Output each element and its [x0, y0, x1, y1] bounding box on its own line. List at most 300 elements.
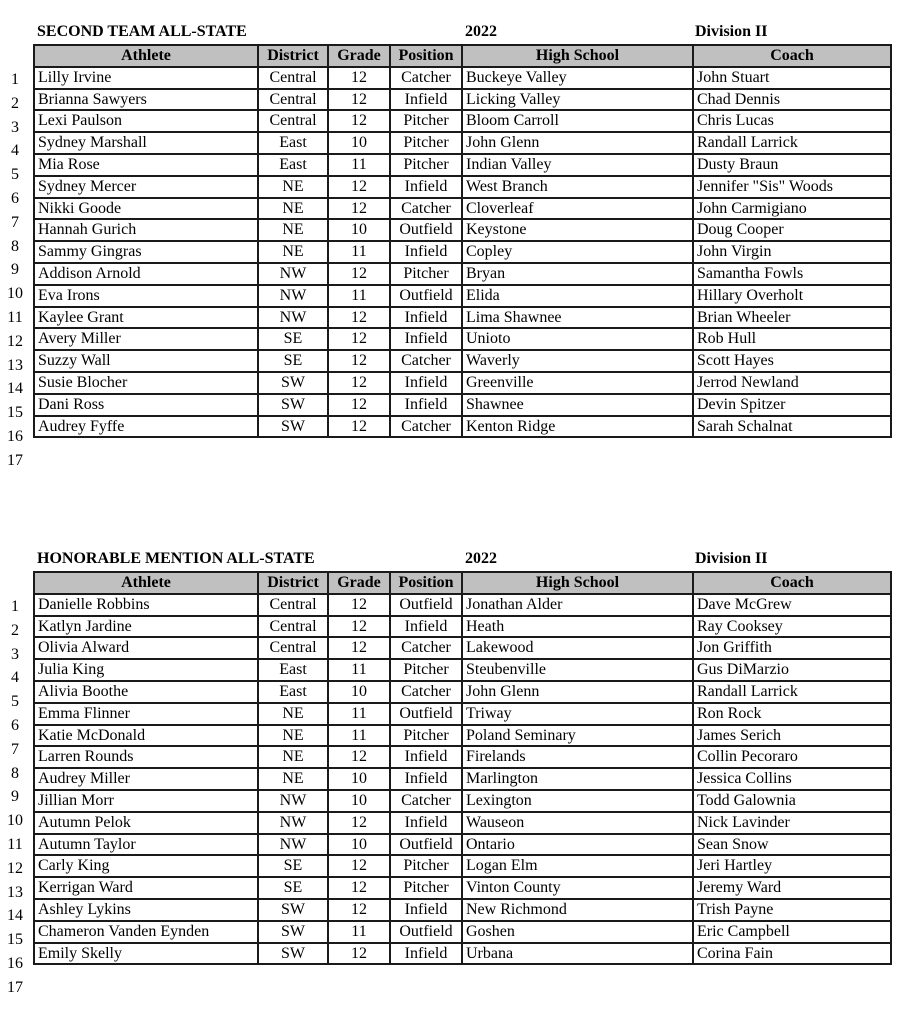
cell-athlete: Brianna Sawyers — [34, 89, 258, 111]
cell-high-school: Licking Valley — [462, 89, 693, 111]
cell-district: East — [258, 154, 328, 176]
cell-grade: 12 — [328, 746, 390, 768]
cell-position: Infield — [390, 943, 462, 965]
cell-grade: 12 — [328, 855, 390, 877]
row-number: 16 — [7, 427, 23, 445]
cell-athlete: Sydney Mercer — [34, 176, 258, 198]
cell-grade: 11 — [328, 285, 390, 307]
table-row — [34, 176, 891, 198]
table-row — [34, 394, 891, 416]
table-row — [34, 328, 891, 350]
cell-coach: Chris Lucas — [693, 110, 891, 132]
cell-high-school: New Richmond — [462, 899, 693, 921]
table-row — [34, 790, 891, 812]
cell-grade: 12 — [328, 328, 390, 350]
cell-grade: 11 — [328, 659, 390, 681]
cell-district: Central — [258, 89, 328, 111]
row-number: 5 — [11, 166, 19, 184]
row-number-column — [0, 595, 30, 1000]
row-number: 17 — [7, 978, 23, 996]
table-row — [34, 89, 891, 111]
cell-coach: Randall Larrick — [693, 132, 891, 154]
row-number: 16 — [7, 954, 23, 972]
table-row — [34, 943, 891, 965]
cell-grade: 12 — [328, 637, 390, 659]
header-athlete: Athlete — [34, 572, 258, 594]
cell-high-school: Logan Elm — [462, 855, 693, 877]
cell-athlete: Emma Flinner — [34, 703, 258, 725]
cell-athlete: Danielle Robbins — [34, 594, 258, 616]
cell-position: Infield — [390, 372, 462, 394]
table-row — [34, 637, 891, 659]
cell-athlete: Audrey Fyffe — [34, 416, 258, 438]
cell-district: East — [258, 659, 328, 681]
cell-coach: Jon Griffith — [693, 637, 891, 659]
row-number: 4 — [11, 669, 19, 687]
cell-high-school: Cloverleaf — [462, 198, 693, 220]
header-high-school: High School — [462, 45, 693, 67]
row-number: 11 — [7, 308, 23, 326]
cell-athlete: Carly King — [34, 855, 258, 877]
cell-athlete: Jillian Morr — [34, 790, 258, 812]
cell-athlete: Emily Skelly — [34, 943, 258, 965]
row-number: 13 — [7, 356, 23, 374]
cell-district: East — [258, 681, 328, 703]
cell-coach: Chad Dennis — [693, 89, 891, 111]
cell-grade: 12 — [328, 89, 390, 111]
second-team-table — [33, 44, 892, 438]
cell-grade: 11 — [328, 154, 390, 176]
row-number: 3 — [11, 118, 19, 136]
header-athlete: Athlete — [34, 45, 258, 67]
table-row — [34, 877, 891, 899]
cell-position: Infield — [390, 328, 462, 350]
row-number: 1 — [11, 71, 19, 88]
cell-athlete: Audrey Miller — [34, 768, 258, 790]
cell-grade: 10 — [328, 132, 390, 154]
cell-position: Infield — [390, 176, 462, 198]
cell-high-school: John Glenn — [462, 681, 693, 703]
table-row — [34, 659, 891, 681]
row-number-column — [0, 68, 30, 473]
cell-position: Outfield — [390, 219, 462, 241]
cell-athlete: Lexi Paulson — [34, 110, 258, 132]
row-number: 15 — [7, 931, 23, 949]
cell-coach: Todd Galownia — [693, 790, 891, 812]
cell-position: Catcher — [390, 416, 462, 438]
cell-grade: 10 — [328, 790, 390, 812]
row-number: 9 — [11, 788, 19, 806]
cell-district: SW — [258, 921, 328, 943]
cell-district: NE — [258, 768, 328, 790]
cell-position: Infield — [390, 307, 462, 329]
cell-coach: Jeri Hartley — [693, 855, 891, 877]
cell-position: Catcher — [390, 790, 462, 812]
cell-district: SW — [258, 372, 328, 394]
cell-athlete: Ashley Lykins — [34, 899, 258, 921]
row-number: 10 — [7, 285, 23, 303]
cell-grade: 12 — [328, 899, 390, 921]
cell-grade: 12 — [328, 616, 390, 638]
cell-athlete: Avery Miller — [34, 328, 258, 350]
cell-district: NW — [258, 834, 328, 856]
cell-high-school: Steubenville — [462, 659, 693, 681]
cell-grade: 10 — [328, 681, 390, 703]
cell-district: SW — [258, 943, 328, 965]
cell-grade: 12 — [328, 943, 390, 965]
cell-district: Central — [258, 110, 328, 132]
section-title-row — [0, 20, 906, 44]
honorable-mention-table — [33, 571, 892, 965]
cell-position: Infield — [390, 394, 462, 416]
cell-position: Catcher — [390, 198, 462, 220]
cell-athlete: Lilly Irvine — [34, 67, 258, 89]
cell-athlete: Kerrigan Ward — [34, 877, 258, 899]
cell-high-school: Goshen — [462, 921, 693, 943]
cell-high-school: Jonathan Alder — [462, 594, 693, 616]
cell-district: SE — [258, 855, 328, 877]
cell-high-school: Kenton Ridge — [462, 416, 693, 438]
row-number: 6 — [11, 189, 19, 207]
header-district: District — [258, 572, 328, 594]
cell-athlete: Alivia Boothe — [34, 681, 258, 703]
cell-position: Infield — [390, 241, 462, 263]
table-row — [34, 812, 891, 834]
cell-district: SW — [258, 416, 328, 438]
cell-high-school: Keystone — [462, 219, 693, 241]
cell-high-school: Copley — [462, 241, 693, 263]
cell-grade: 12 — [328, 176, 390, 198]
cell-district: NE — [258, 198, 328, 220]
table-row — [34, 921, 891, 943]
cell-position: Catcher — [390, 637, 462, 659]
row-number: 14 — [7, 380, 23, 398]
table-row — [34, 154, 891, 176]
cell-coach: Corina Fain — [693, 943, 891, 965]
table-row — [34, 768, 891, 790]
cell-position: Outfield — [390, 834, 462, 856]
cell-high-school: Buckeye Valley — [462, 67, 693, 89]
row-number: 8 — [11, 237, 19, 255]
row-number: 8 — [11, 764, 19, 782]
cell-coach: Jerrod Newland — [693, 372, 891, 394]
row-number: 4 — [11, 142, 19, 160]
row-number: 1 — [11, 598, 19, 615]
cell-position: Pitcher — [390, 154, 462, 176]
cell-position: Infield — [390, 616, 462, 638]
cell-high-school: Ontario — [462, 834, 693, 856]
cell-position: Outfield — [390, 285, 462, 307]
table-row — [34, 307, 891, 329]
cell-district: SW — [258, 394, 328, 416]
cell-coach: Doug Cooper — [693, 219, 891, 241]
cell-coach: Brian Wheeler — [693, 307, 891, 329]
cell-grade: 12 — [328, 416, 390, 438]
cell-coach: Devin Spitzer — [693, 394, 891, 416]
cell-high-school: West Branch — [462, 176, 693, 198]
cell-coach: John Stuart — [693, 67, 891, 89]
cell-high-school: Indian Valley — [462, 154, 693, 176]
table-row — [34, 350, 891, 372]
cell-coach: Randall Larrick — [693, 681, 891, 703]
row-number: 7 — [11, 740, 19, 758]
cell-athlete: Eva Irons — [34, 285, 258, 307]
cell-grade: 12 — [328, 394, 390, 416]
cell-high-school: Vinton County — [462, 877, 693, 899]
cell-athlete: Mia Rose — [34, 154, 258, 176]
cell-high-school: Waverly — [462, 350, 693, 372]
cell-coach: Samantha Fowls — [693, 263, 891, 285]
section-title-row — [0, 547, 906, 571]
section-division: Division II — [695, 23, 768, 40]
cell-athlete: Olivia Alward — [34, 637, 258, 659]
cell-high-school: Elida — [462, 285, 693, 307]
cell-district: NE — [258, 703, 328, 725]
cell-district: SE — [258, 328, 328, 350]
cell-athlete: Susie Blocher — [34, 372, 258, 394]
cell-coach: Ron Rock — [693, 703, 891, 725]
cell-coach: Ray Cooksey — [693, 616, 891, 638]
cell-high-school: Bryan — [462, 263, 693, 285]
cell-grade: 12 — [328, 198, 390, 220]
cell-coach: Jeremy Ward — [693, 877, 891, 899]
row-number: 12 — [7, 332, 23, 350]
cell-district: NW — [258, 812, 328, 834]
cell-district: NE — [258, 241, 328, 263]
cell-high-school: Urbana — [462, 943, 693, 965]
table-row — [34, 616, 891, 638]
table-row — [34, 681, 891, 703]
row-number: 6 — [11, 716, 19, 734]
cell-grade: 11 — [328, 703, 390, 725]
cell-grade: 11 — [328, 725, 390, 747]
cell-athlete: Dani Ross — [34, 394, 258, 416]
cell-district: SE — [258, 350, 328, 372]
cell-high-school: Triway — [462, 703, 693, 725]
cell-grade: 12 — [328, 263, 390, 285]
honorable-mention-section — [0, 547, 906, 996]
cell-position: Pitcher — [390, 725, 462, 747]
row-number: 14 — [7, 907, 23, 925]
cell-coach: Eric Campbell — [693, 921, 891, 943]
cell-grade: 12 — [328, 67, 390, 89]
cell-position: Pitcher — [390, 110, 462, 132]
row-number: 11 — [7, 835, 23, 853]
cell-position: Catcher — [390, 67, 462, 89]
cell-coach: Jennifer "Sis" Woods — [693, 176, 891, 198]
table-row — [34, 746, 891, 768]
cell-high-school: Lima Shawnee — [462, 307, 693, 329]
row-number: 12 — [7, 859, 23, 877]
row-number: 17 — [7, 451, 23, 469]
cell-position: Infield — [390, 812, 462, 834]
row-number: 2 — [11, 94, 19, 112]
cell-grade: 12 — [328, 594, 390, 616]
cell-athlete: Kaylee Grant — [34, 307, 258, 329]
row-number: 13 — [7, 883, 23, 901]
cell-high-school: Shawnee — [462, 394, 693, 416]
cell-athlete: Nikki Goode — [34, 198, 258, 220]
cell-grade: 12 — [328, 110, 390, 132]
cell-position: Pitcher — [390, 263, 462, 285]
cell-athlete: Chameron Vanden Eynden — [34, 921, 258, 943]
cell-district: Central — [258, 637, 328, 659]
cell-grade: 11 — [328, 241, 390, 263]
cell-athlete: Julia King — [34, 659, 258, 681]
cell-position: Infield — [390, 746, 462, 768]
table-row — [34, 834, 891, 856]
cell-position: Infield — [390, 899, 462, 921]
table-row — [34, 263, 891, 285]
cell-district: NW — [258, 307, 328, 329]
table-row — [34, 855, 891, 877]
cell-high-school: Lexington — [462, 790, 693, 812]
cell-coach: Sean Snow — [693, 834, 891, 856]
cell-district: NE — [258, 219, 328, 241]
table-row — [34, 594, 891, 616]
section-year: 2022 — [465, 23, 497, 40]
cell-high-school: Wauseon — [462, 812, 693, 834]
cell-coach: Dave McGrew — [693, 594, 891, 616]
row-number: 9 — [11, 261, 19, 279]
section-title: SECOND TEAM ALL-STATE — [37, 23, 247, 40]
second-team-section — [0, 20, 906, 469]
row-number: 7 — [11, 213, 19, 231]
cell-district: NE — [258, 746, 328, 768]
header-row — [34, 572, 891, 594]
header-coach: Coach — [693, 572, 891, 594]
cell-athlete: Sammy Gingras — [34, 241, 258, 263]
row-number: 2 — [11, 621, 19, 639]
cell-high-school: Greenville — [462, 372, 693, 394]
cell-athlete: Hannah Gurich — [34, 219, 258, 241]
cell-athlete: Katlyn Jardine — [34, 616, 258, 638]
cell-position: Infield — [390, 768, 462, 790]
cell-grade: 10 — [328, 219, 390, 241]
cell-district: Central — [258, 594, 328, 616]
header-row — [34, 45, 891, 67]
cell-district: Central — [258, 616, 328, 638]
cell-high-school: Heath — [462, 616, 693, 638]
table-row — [34, 67, 891, 89]
header-high-school: High School — [462, 572, 693, 594]
table-row — [34, 416, 891, 438]
cell-coach: Hillary Overholt — [693, 285, 891, 307]
cell-grade: 12 — [328, 812, 390, 834]
table-row — [34, 110, 891, 132]
cell-position: Outfield — [390, 921, 462, 943]
cell-district: NE — [258, 176, 328, 198]
header-grade: Grade — [328, 45, 390, 67]
cell-district: NW — [258, 285, 328, 307]
header-position: Position — [390, 572, 462, 594]
cell-grade: 12 — [328, 877, 390, 899]
table-row — [34, 241, 891, 263]
cell-grade: 10 — [328, 834, 390, 856]
cell-coach: James Serich — [693, 725, 891, 747]
cell-grade: 12 — [328, 372, 390, 394]
cell-district: SE — [258, 877, 328, 899]
cell-coach: Gus DiMarzio — [693, 659, 891, 681]
cell-coach: Jessica Collins — [693, 768, 891, 790]
cell-coach: Trish Payne — [693, 899, 891, 921]
cell-coach: Dusty Braun — [693, 154, 891, 176]
cell-high-school: John Glenn — [462, 132, 693, 154]
cell-athlete: Addison Arnold — [34, 263, 258, 285]
row-number: 10 — [7, 812, 23, 830]
cell-athlete: Autumn Taylor — [34, 834, 258, 856]
cell-grade: 10 — [328, 768, 390, 790]
header-grade: Grade — [328, 572, 390, 594]
cell-high-school: Bloom Carroll — [462, 110, 693, 132]
cell-coach: Collin Pecoraro — [693, 746, 891, 768]
header-position: Position — [390, 45, 462, 67]
cell-position: Catcher — [390, 681, 462, 703]
cell-district: NW — [258, 263, 328, 285]
cell-high-school: Unioto — [462, 328, 693, 350]
table-row — [34, 132, 891, 154]
header-district: District — [258, 45, 328, 67]
row-number: 5 — [11, 693, 19, 711]
section-division: Division II — [695, 550, 768, 567]
table-row — [34, 703, 891, 725]
table-row — [34, 372, 891, 394]
cell-high-school: Firelands — [462, 746, 693, 768]
cell-high-school: Marlington — [462, 768, 693, 790]
cell-position: Pitcher — [390, 132, 462, 154]
table-row — [34, 219, 891, 241]
cell-coach: Nick Lavinder — [693, 812, 891, 834]
cell-position: Pitcher — [390, 877, 462, 899]
cell-district: SW — [258, 899, 328, 921]
cell-coach: John Virgin — [693, 241, 891, 263]
cell-position: Infield — [390, 89, 462, 111]
cell-athlete: Autumn Pelok — [34, 812, 258, 834]
cell-position: Catcher — [390, 350, 462, 372]
table-row — [34, 725, 891, 747]
cell-district: NE — [258, 725, 328, 747]
cell-position: Pitcher — [390, 659, 462, 681]
cell-coach: Rob Hull — [693, 328, 891, 350]
header-coach: Coach — [693, 45, 891, 67]
cell-position: Outfield — [390, 594, 462, 616]
cell-athlete: Larren Rounds — [34, 746, 258, 768]
cell-district: Central — [258, 67, 328, 89]
section-year: 2022 — [465, 550, 497, 567]
row-number: 15 — [7, 404, 23, 422]
cell-grade: 12 — [328, 307, 390, 329]
cell-athlete: Sydney Marshall — [34, 132, 258, 154]
cell-coach: Scott Hayes — [693, 350, 891, 372]
cell-district: East — [258, 132, 328, 154]
table-row — [34, 285, 891, 307]
cell-position: Pitcher — [390, 855, 462, 877]
section-title: HONORABLE MENTION ALL-STATE — [37, 550, 315, 567]
cell-grade: 12 — [328, 350, 390, 372]
cell-position: Outfield — [390, 703, 462, 725]
table-row — [34, 198, 891, 220]
cell-coach: John Carmigiano — [693, 198, 891, 220]
table-row — [34, 899, 891, 921]
cell-grade: 11 — [328, 921, 390, 943]
cell-high-school: Lakewood — [462, 637, 693, 659]
cell-athlete: Suzzy Wall — [34, 350, 258, 372]
cell-athlete: Katie McDonald — [34, 725, 258, 747]
cell-coach: Sarah Schalnat — [693, 416, 891, 438]
row-number: 3 — [11, 645, 19, 663]
cell-district: NW — [258, 790, 328, 812]
cell-high-school: Poland Seminary — [462, 725, 693, 747]
